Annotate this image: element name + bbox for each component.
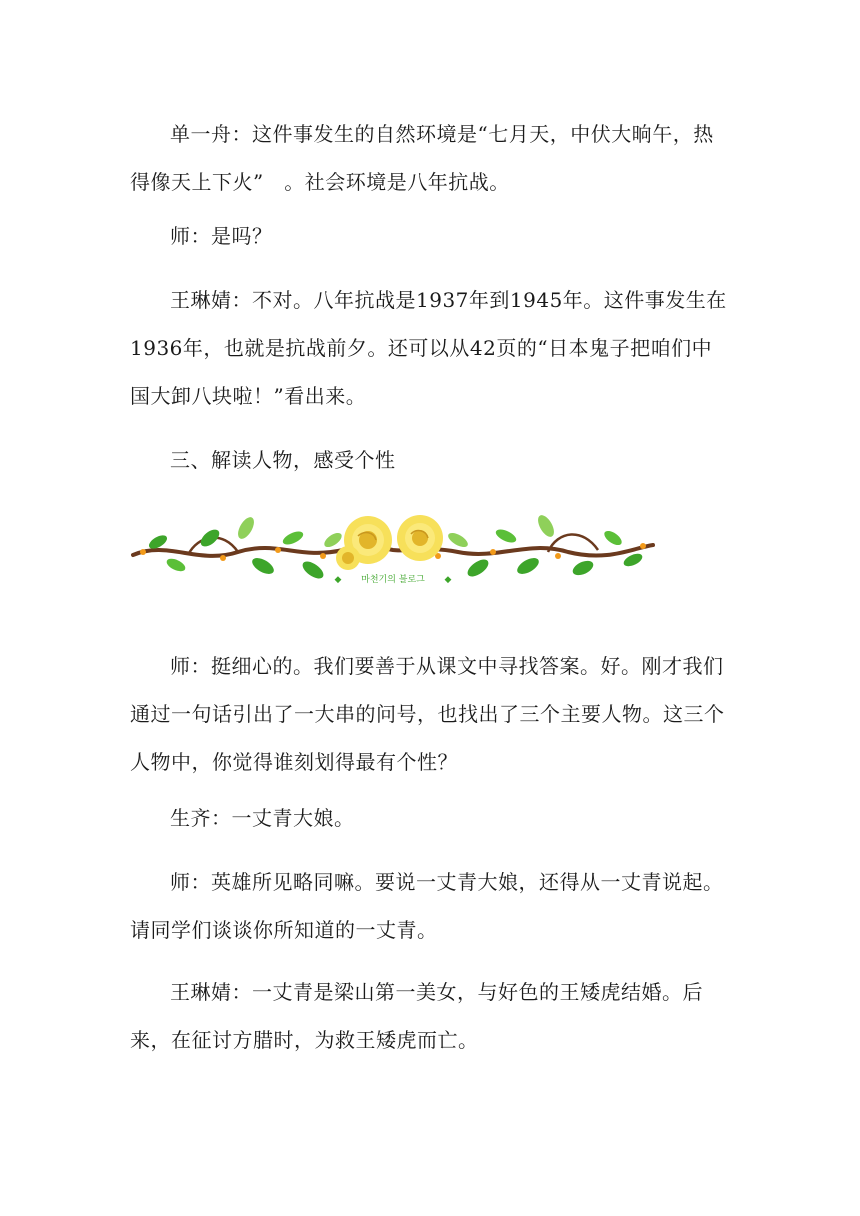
paragraph-teacher-careful: 师：挺细心的。我们要善于从课文中寻找答案。好。刚才我们通过一句话引出了一大串的问号，也找出了三个主要人物。这三个人物中，你觉得谁刻划得最有个性？	[130, 654, 725, 774]
paragraph-wang-linjing-2: 王琳婧：一丈青是梁山第一美女，与好色的王矮虎结婚。后来，在征讨方腊时，为救王矮虎而亡。	[130, 980, 703, 1052]
paragraph-shan-yizhou: 单一舟：这件事发生的自然环境是“七月天，中伏大晌午，热得像天上下火” 。社会环境是八年抗战。	[130, 122, 714, 194]
paragraph-wang-linjing-1: 王琳婧：不对。八年抗战是1937年到1945年。这件事发生在1936年，也就是抗战前夕。还可以从42页的“日本鬼子把咱们中国大卸八块啦！”看出来。	[130, 288, 727, 408]
divider-caption: 마천기의 블로그	[361, 575, 425, 585]
floral-divider-image	[128, 510, 658, 590]
rose-right	[397, 515, 443, 561]
paragraph-teacher-heroes: 师：英雄所见略同嘛。要说一丈青大娘，还得从一丈青说起。请同学们谈谈你所知道的一丈青。	[130, 870, 724, 942]
diamond-right-icon: ◆	[444, 575, 452, 585]
paragraph-students-answer: 生齐：一丈青大娘。	[170, 806, 355, 830]
diamond-left-icon: ◆	[334, 575, 342, 585]
vine-stem	[133, 545, 653, 556]
paragraph-teacher-question: 师：是吗？	[170, 224, 273, 248]
rose-small	[336, 546, 360, 570]
section-heading-interpret-characters: 三、解读人物，感受个性	[170, 448, 396, 472]
